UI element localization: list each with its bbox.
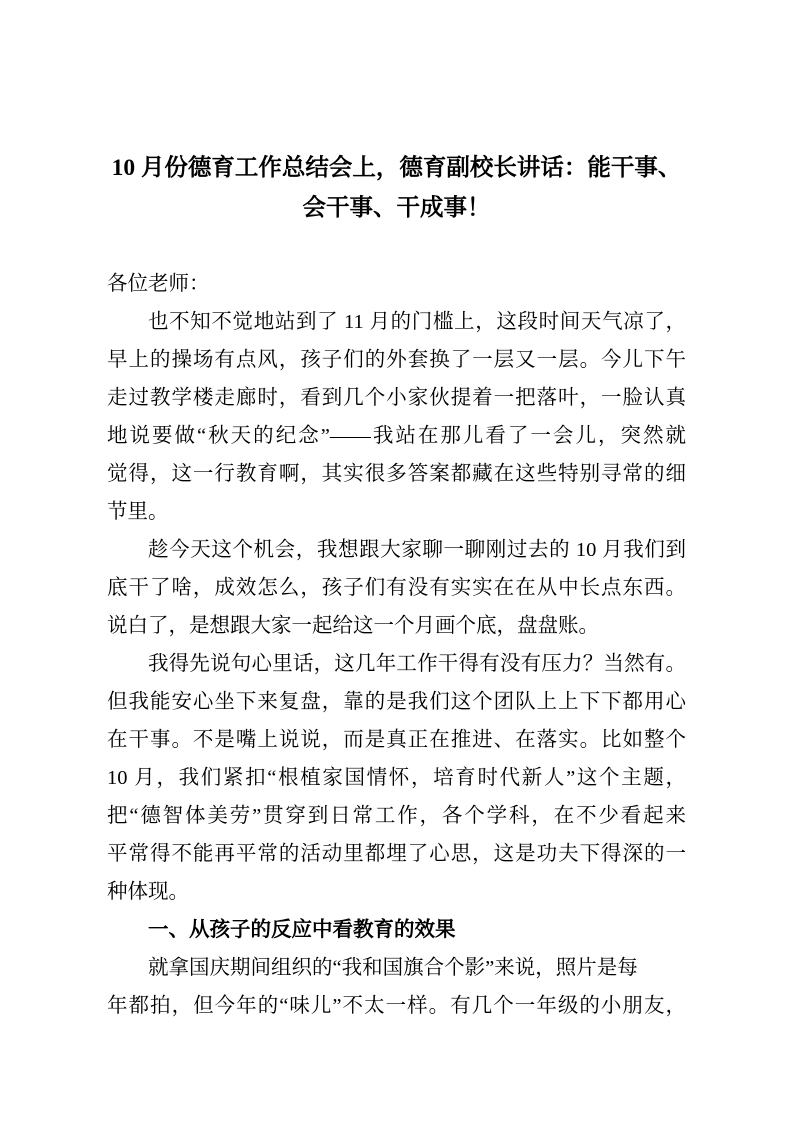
body-line: 我得先说句心里话，这几年工作干得有没有压力？当然有。 [148, 653, 686, 675]
body-line: 也不知不觉地站到了 11 月的门槛上，这段时间天气凉了， [148, 311, 686, 333]
body-line: 地说要做“秋天的纪念”——我站在那儿看了一会儿，突然就 [107, 425, 686, 447]
body-line: 早上的操场有点风，孩子们的外套换了一层又一层。今儿下午 [107, 349, 686, 371]
body-line: 趁今天这个机会，我想跟大家聊一聊刚过去的 10 月我们到 [148, 539, 686, 561]
body-line: 走过教学楼走廊时，看到几个小家伙提着一把落叶，一脸认真 [107, 387, 686, 409]
body-line: 在干事。不是嘴上说说，而是真正在推进、在落实。比如整个 [107, 729, 686, 751]
body-line: 觉得，这一行教育啊，其实很多答案都藏在这些特别寻常的细 [107, 463, 686, 485]
body-line: 说白了，是想跟大家一起给这一个月画个底，盘盘账。 [107, 615, 599, 637]
body-line: 底干了啥，成效怎么，孩子们有没有实实在在从中长点东西。 [107, 577, 686, 599]
body-line: 种体现。 [107, 881, 189, 903]
document-title-line-2: 会干事、干成事！ [302, 195, 491, 221]
body-line: 年都拍，但今年的“味儿”不太一样。有几个一年级的小朋友， [107, 995, 686, 1017]
body-line: 平常得不能再平常的活动里都埋了心思，这是功夫下得深的一 [107, 843, 686, 865]
body-line: 一、从孩子的反应中看教育的效果 [148, 919, 456, 941]
body-line: 但我能安心坐下来复盘，靠的是我们这个团队上上下下都用心 [107, 691, 686, 713]
body-line: 10 月，我们紧扣“根植家国情怀，培育时代新人”这个主题， [107, 767, 686, 789]
body-line: 把“德智体美劳”贯穿到日常工作，各个学科，在不少看起来 [107, 805, 686, 827]
body-line: 就拿国庆期间组织的“我和国旗合个影”来说，照片是每 [148, 957, 638, 979]
document-title-line-1: 10 月份德育工作总结会上，德育副校长讲话：能干事、 [111, 155, 682, 181]
body-line: 各位老师： [107, 273, 210, 295]
document-body [107, 265, 686, 1025]
body-line: 节里。 [107, 501, 169, 523]
document-title [107, 148, 686, 228]
